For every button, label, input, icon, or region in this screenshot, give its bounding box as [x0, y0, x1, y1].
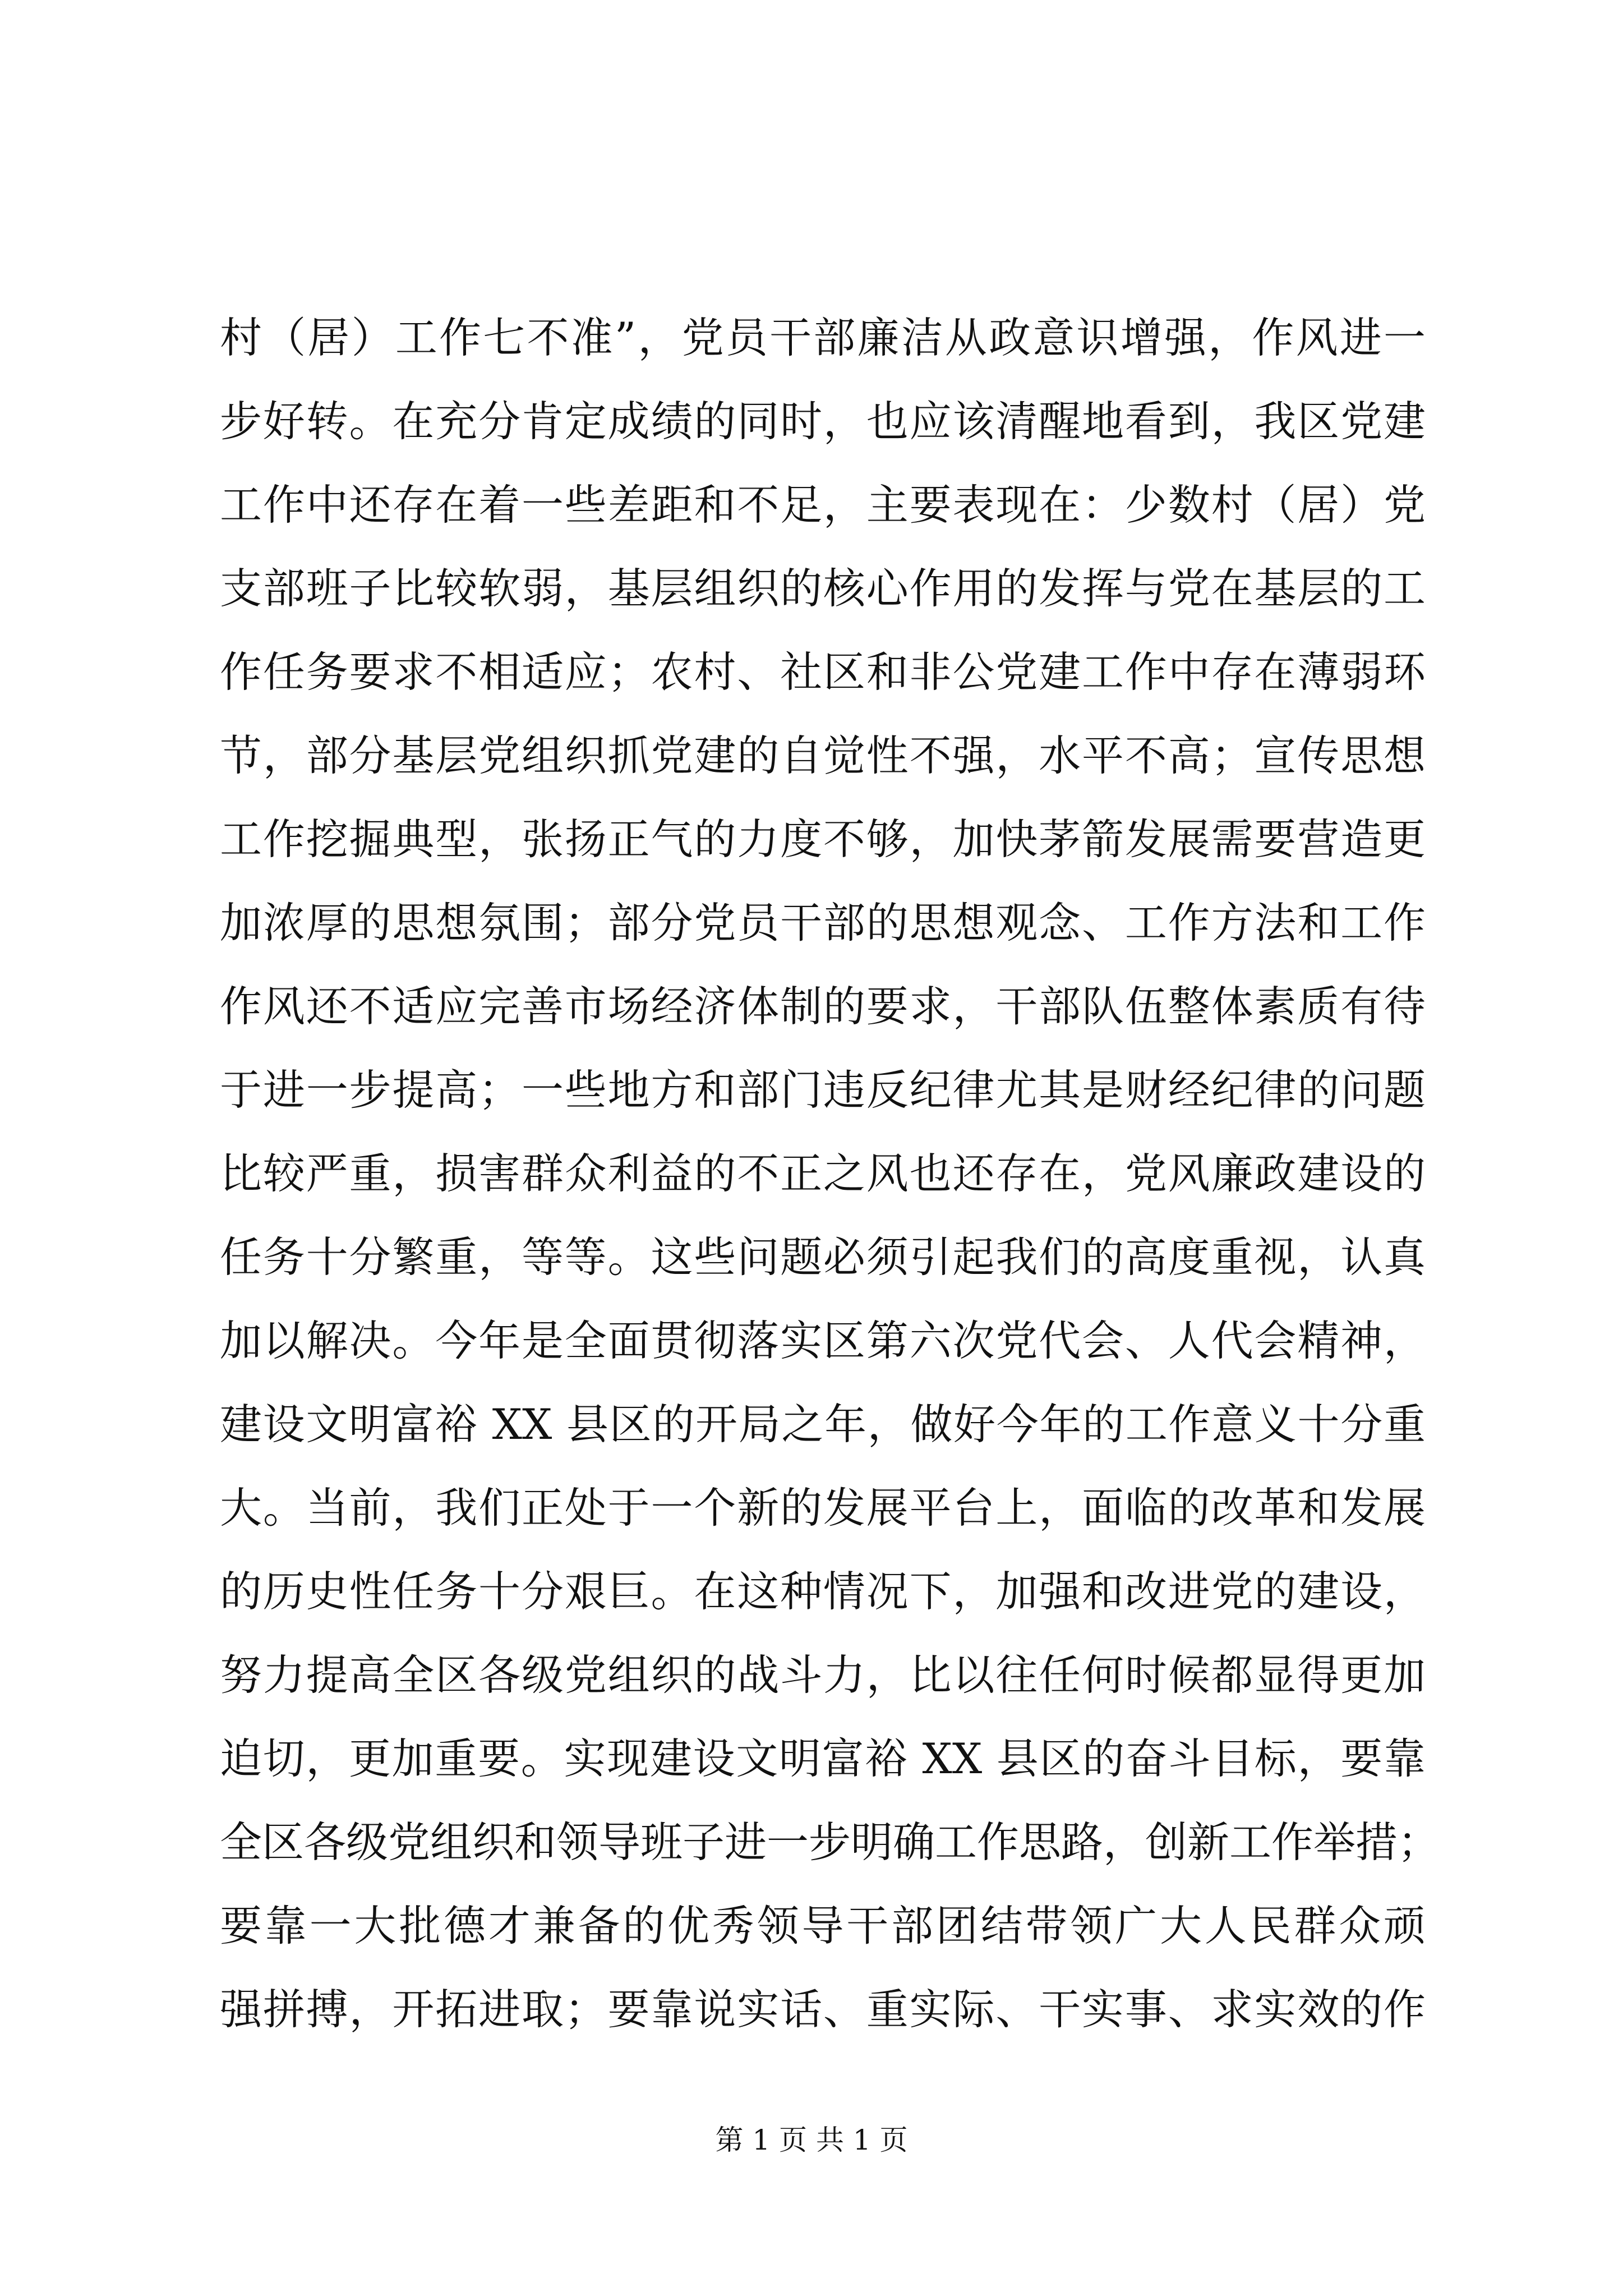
text-line: 支部班子比较软弱，基层组织的核心作用的发挥与党在基层的工 — [220, 564, 1426, 613]
text-line: 强拼搏，开拓进取；要靠说实话、重实际、干实事、求实效的作 — [220, 1985, 1426, 2034]
text-line: 作风还不适应完善市场经济体制的要求，干部队伍整体素质有待 — [220, 982, 1426, 1031]
text-line: 全区各级党组织和领导班子进一步明确工作思路，创新工作举措； — [220, 1818, 1440, 1867]
page-footer: 第 1 页 共 1 页 — [715, 2124, 908, 2156]
text-line: 努力提高全区各级党组织的战斗力，比以往任何时候都显得更加 — [220, 1650, 1426, 1700]
text-line: 迫切，更加重要。实现建设文明富裕 XX 县区的奋斗目标，要靠 — [220, 1734, 1426, 1783]
text-line: 加以解决。今年是全面贯彻落实区第六次党代会、人代会精神， — [220, 1316, 1426, 1365]
text-line: 作任务要求不相适应；农村、社区和非公党建工作中存在薄弱环 — [220, 647, 1426, 697]
text-line: 工作挖掘典型，张扬正气的力度不够，加快茅箭发展需要营造更 — [220, 815, 1426, 864]
text-line: 节，部分基层党组织抓党建的自觉性不强，水平不高；宣传思想 — [220, 731, 1426, 780]
body-text — [220, 296, 1440, 2051]
text-line: 步好转。在充分肯定成绩的同时，也应该清醒地看到，我区党建 — [220, 397, 1426, 446]
text-line: 比较严重，损害群众利益的不正之风也还存在，党风廉政建设的 — [220, 1149, 1426, 1198]
text-line: 大。当前，我们正处于一个新的发展平台上，面临的改革和发展 — [220, 1483, 1426, 1533]
text-line: 于进一步提高；一些地方和部门违反纪律尤其是财经纪律的问题 — [220, 1065, 1426, 1115]
text-line: 村（居）工作七不准”，党员干部廉洁从政意识增强，作风进一 — [220, 313, 1426, 362]
text-line: 的历史性任务十分艰巨。在这种情况下，加强和改进党的建设， — [220, 1567, 1426, 1616]
text-line: 加浓厚的思想氛围；部分党员干部的思想观念、工作方法和工作 — [220, 898, 1426, 947]
text-line: 要靠一大批德才兼备的优秀领导干部团结带领广大人民群众顽 — [220, 1901, 1426, 1950]
text-line: 建设文明富裕 XX 县区的开局之年，做好今年的工作意义十分重 — [220, 1400, 1426, 1449]
text-line: 工作中还存在着一些差距和不足，主要表现在：少数村（居）党 — [220, 480, 1426, 530]
text-line: 任务十分繁重，等等。这些问题必须引起我们的高度重视，认真 — [220, 1232, 1426, 1282]
